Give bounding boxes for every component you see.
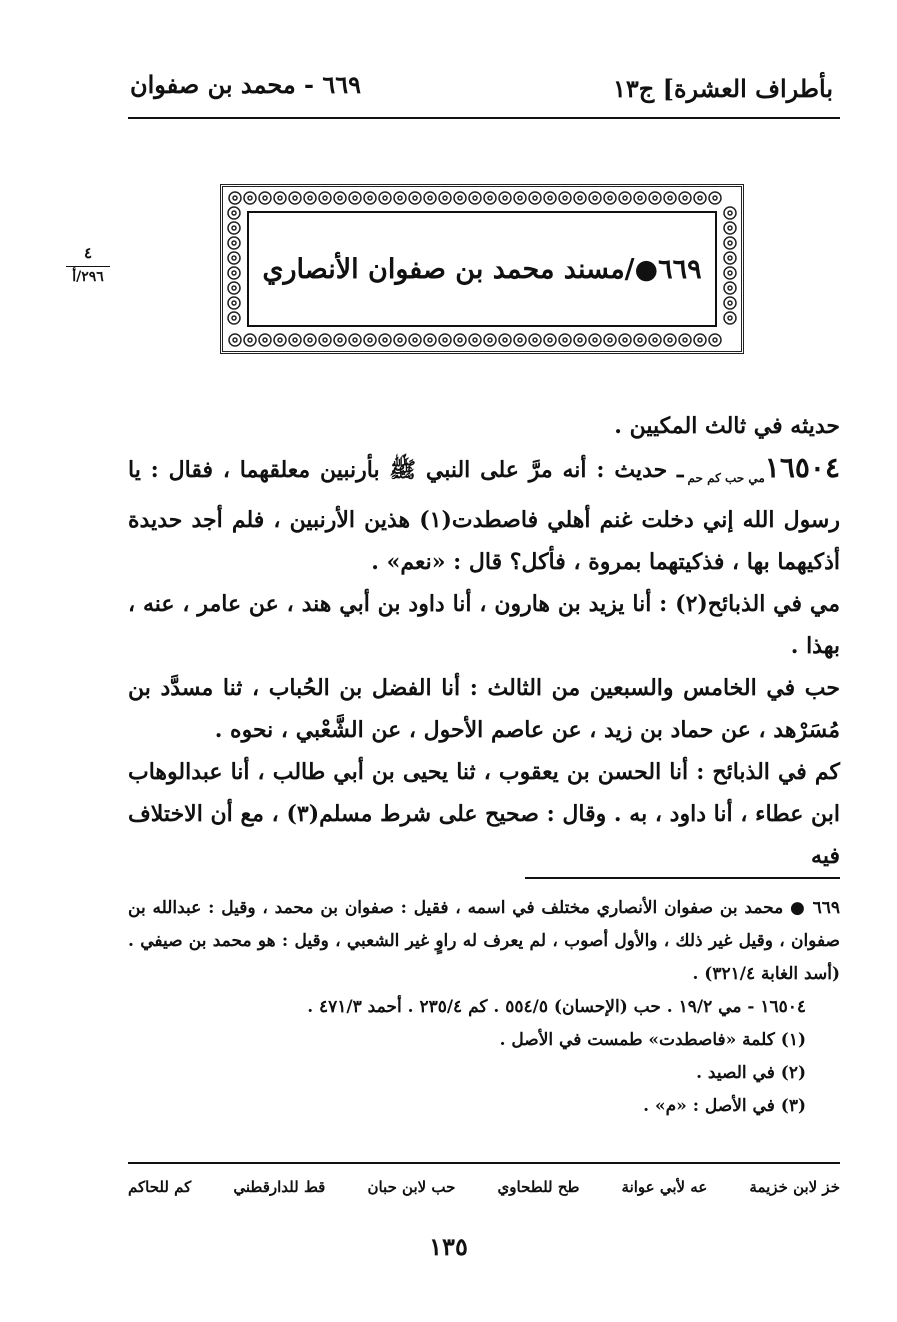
abbr-item: طح للطحاوي	[497, 1178, 580, 1196]
header-section-title: ٦٦٩ - محمد بن صفوان	[130, 70, 362, 99]
footnote-rule	[525, 877, 840, 879]
footnote-references: ١٦٥٠٤ - مي ١٩/٢ . حب (الإحسان) ٥٥٤/٥ . كم ٢٣٥/٤ . أحمد ٤٧١/٣ .	[307, 997, 806, 1017]
margin-note	[58, 244, 118, 285]
hadith-paragraph	[128, 447, 840, 583]
footnote-note-1: (١) كلمة «فاصطدت» طمست في الأصل .	[499, 1030, 806, 1050]
musnad-title: ٦٦٩●/مسند محمد بن صفوان الأنصاري	[262, 253, 702, 285]
hadith-sigla: مي حب كم حم	[687, 471, 765, 486]
abbr-item: عه لأبي عوانة	[621, 1178, 708, 1196]
abbr-item: حب لابن حبان	[367, 1178, 456, 1196]
ornamental-title-frame	[220, 184, 744, 354]
margin-note-top: ٤	[83, 244, 93, 262]
abbr-item: قط للدارقطني	[233, 1178, 326, 1196]
paragraph-hakim: كم في الذبائح : أنا الحسن بن يعقوب ، ثنا يحيى بن أبي طالب ، أنا عبدالوهاب ابن عطاء ، أنا داود ، به . وقال : صحيح على شرط مسلم(٣) ، مع أن الاختلاف فيه	[128, 759, 840, 870]
intro-line: حديثه في ثالث المكيين .	[614, 413, 840, 439]
title-box	[247, 211, 717, 327]
main-text	[128, 405, 840, 877]
abbreviations-rule	[128, 1162, 840, 1164]
hadith-number: ١٦٥٠٤	[764, 451, 840, 484]
abbr-item: خز لابن خزيمة	[749, 1178, 840, 1196]
footnotes	[128, 892, 840, 1123]
page-number: ١٣٥	[429, 1232, 468, 1261]
header-rule	[128, 117, 840, 119]
paragraph-ibn-hibban: حب في الخامس والسبعين من الثالث : أنا الفضل بن الحُباب ، ثنا مسدَّد بن مُسَرْهد ، عن حماد بن زيد ، عن عاصم الأحول ، عن الشَّعْبي ، نحوه .	[128, 675, 840, 744]
paragraph-darimi: مي في الذبائح(٢) : أنا يزيد بن هارون ، أنا داود بن أبي هند ، عن عامر ، عنه ، بهذا .	[128, 591, 840, 660]
abbreviations-legend	[128, 1178, 840, 1196]
header-book-ref: بأطراف العشرة] ج١٣	[612, 74, 833, 103]
hadith-text: ـ حديث : أنه مرَّ على النبي ﷺ بأرنبين معلقهما ، فقال : يا رسول الله إني دخلت غنم أهلي فاصطدت(١) هذين الأرنبين ، فلم أجد حديدة أذكيهما بها ، فذكيتهما بمروة ، فأكل؟ قال : «نعم» .	[128, 457, 840, 576]
footnote-note-3: (٣) في الأصل : «م» .	[643, 1096, 806, 1116]
abbr-item: كم للحاكم	[128, 1178, 192, 1196]
margin-note-divider	[66, 266, 110, 267]
footnote-biography: ٦٦٩ ● محمد بن صفوان الأنصاري مختلف في اسمه ، فقيل : صفوان بن محمد ، وقيل : عبدالله بن صفوان ، وقيل غير ذلك ، والأول أصوب ، لم يعرف له راوٍ غير الشعبي ، وقيل : هو محمد بن صيفي . (أسد الغابة ٣٢١/٤) .	[128, 898, 840, 984]
margin-note-bottom: ٢٩٦/أ	[72, 269, 104, 285]
footnote-note-2: (٢) في الصيد .	[696, 1063, 806, 1083]
